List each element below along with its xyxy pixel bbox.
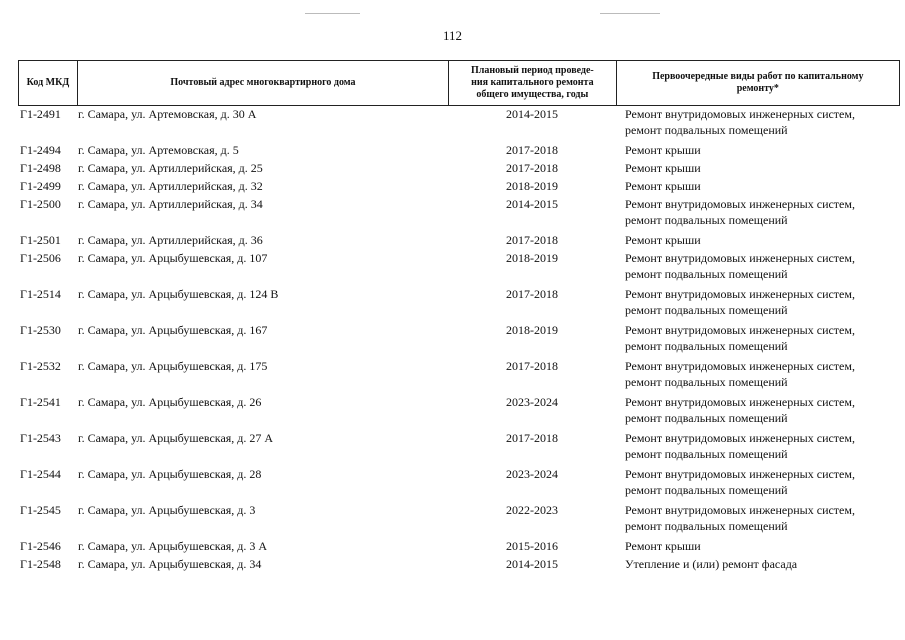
cell-code: Г1-2530 xyxy=(20,323,61,337)
cell-works: Ремонт внутридомовых инженерных систем, ремонт подвальных помещений xyxy=(625,359,855,389)
cell-works: Ремонт крыши xyxy=(625,233,701,247)
table-body xyxy=(18,106,900,572)
cell-code: Г1-2500 xyxy=(20,197,61,211)
cell-address: г. Самара, ул. Арцыбушевская, д. 167 xyxy=(78,323,268,337)
header-code: Код МКД xyxy=(26,77,70,88)
cell-period: 2023-2024 xyxy=(506,395,558,409)
cell-works: Ремонт внутридомовых инженерных систем, ремонт подвальных помещений xyxy=(625,251,855,281)
cell-address: г. Самара, ул. Арцыбушевская, д. 26 xyxy=(78,395,262,409)
repair-schedule-table xyxy=(18,60,900,574)
table-row xyxy=(18,538,900,554)
cell-period: 2014-2015 xyxy=(506,107,558,121)
table-row xyxy=(18,322,900,354)
cell-works: Ремонт внутридомовых инженерных систем, ремонт подвальных помещений xyxy=(625,107,855,137)
cell-address: г. Самара, ул. Арцыбушевская, д. 107 xyxy=(78,251,268,265)
table-row xyxy=(18,196,900,228)
scan-artifact-left xyxy=(305,13,360,14)
table-row xyxy=(18,394,900,426)
cell-address: г. Самара, ул. Арцыбушевская, д. 3 xyxy=(78,503,256,517)
cell-address: г. Самара, ул. Арцыбушевская, д. 3 А xyxy=(78,539,268,553)
page-number: 112 xyxy=(442,28,463,43)
header-works: Первоочередные виды работ по капитальному ремонту* xyxy=(616,61,899,105)
cell-works: Ремонт внутридомовых инженерных систем, ремонт подвальных помещений xyxy=(625,431,855,461)
table-row xyxy=(18,250,900,282)
cell-address: г. Самара, ул. Артемовская, д. 5 xyxy=(78,143,239,157)
cell-code: Г1-2491 xyxy=(20,107,61,121)
cell-code: Г1-2501 xyxy=(20,233,61,247)
cell-works: Ремонт внутридомовых инженерных систем, ремонт подвальных помещений xyxy=(625,287,855,317)
cell-code: Г1-2548 xyxy=(20,557,61,571)
cell-code: Г1-2498 xyxy=(20,161,61,175)
cell-period: 2017-2018 xyxy=(506,431,558,445)
cell-address: г. Самара, ул. Арцыбушевская, д. 28 xyxy=(78,467,262,481)
cell-address: г. Самара, ул. Арцыбушевская, д. 124 В xyxy=(78,287,279,301)
cell-works: Утепление и (или) ремонт фасада xyxy=(625,557,798,571)
table-row xyxy=(18,286,900,318)
cell-code: Г1-2499 xyxy=(20,179,61,193)
table-row xyxy=(18,502,900,534)
cell-period: 2017-2018 xyxy=(506,143,558,157)
table-row xyxy=(18,466,900,498)
cell-period: 2014-2015 xyxy=(506,197,558,211)
cell-works: Ремонт внутридомовых инженерных систем, ремонт подвальных помещений xyxy=(625,467,855,497)
cell-works: Ремонт крыши xyxy=(625,143,701,157)
table-row xyxy=(18,142,900,158)
cell-period: 2018-2019 xyxy=(506,179,558,193)
table-header xyxy=(18,60,900,106)
cell-period: 2015-2016 xyxy=(506,539,558,553)
cell-works: Ремонт внутридомовых инженерных систем, ремонт подвальных помещений xyxy=(625,395,855,425)
cell-code: Г1-2546 xyxy=(20,539,61,553)
cell-code: Г1-2544 xyxy=(20,467,61,481)
cell-code: Г1-2543 xyxy=(20,431,61,445)
cell-period: 2017-2018 xyxy=(506,359,558,373)
cell-code: Г1-2506 xyxy=(20,251,61,265)
table-row xyxy=(18,106,900,138)
cell-works: Ремонт внутридомовых инженерных систем, ремонт подвальных помещений xyxy=(625,503,855,533)
cell-code: Г1-2545 xyxy=(20,503,61,517)
cell-address: г. Самара, ул. Артиллерийская, д. 25 xyxy=(78,161,263,175)
cell-period: 2014-2015 xyxy=(506,557,558,571)
table-row xyxy=(18,178,900,194)
cell-works: Ремонт крыши xyxy=(625,161,701,175)
cell-code: Г1-2541 xyxy=(20,395,61,409)
cell-address: г. Самара, ул. Артиллерийская, д. 36 xyxy=(78,233,263,247)
cell-period: 2018-2019 xyxy=(506,323,558,337)
cell-period: 2017-2018 xyxy=(506,233,558,247)
cell-address: г. Самара, ул. Арцыбушевская, д. 175 xyxy=(78,359,268,373)
scan-artifact-right xyxy=(600,13,660,14)
cell-works: Ремонт внутридомовых инженерных систем, ремонт подвальных помещений xyxy=(625,197,855,227)
cell-address: г. Самара, ул. Артиллерийская, д. 34 xyxy=(78,197,263,211)
table-row xyxy=(18,160,900,176)
header-period: Плановый период проведе- ния капитального ремонта общего имущества, годы xyxy=(448,61,616,105)
cell-address: г. Самара, ул. Артиллерийская, д. 32 xyxy=(78,179,263,193)
cell-works: Ремонт крыши xyxy=(625,179,701,193)
cell-works: Ремонт крыши xyxy=(625,539,701,553)
cell-period: 2017-2018 xyxy=(506,161,558,175)
cell-code: Г1-2532 xyxy=(20,359,61,373)
cell-code: Г1-2514 xyxy=(20,287,61,301)
cell-period: 2022-2023 xyxy=(506,503,558,517)
cell-works: Ремонт внутридомовых инженерных систем, ремонт подвальных помещений xyxy=(625,323,855,353)
cell-period: 2023-2024 xyxy=(506,467,558,481)
cell-address: г. Самара, ул. Арцыбушевская, д. 27 А xyxy=(78,431,274,445)
cell-period: 2017-2018 xyxy=(506,287,558,301)
cell-address: г. Самара, ул. Артемовская, д. 30 А xyxy=(78,107,257,121)
cell-code: Г1-2494 xyxy=(20,143,61,157)
cell-period: 2018-2019 xyxy=(506,251,558,265)
header-address: Почтовый адрес многоквартирного дома xyxy=(77,61,448,105)
table-row xyxy=(18,232,900,248)
table-row xyxy=(18,358,900,390)
table-row xyxy=(18,556,900,572)
cell-address: г. Самара, ул. Арцыбушевская, д. 34 xyxy=(78,557,262,571)
table-row xyxy=(18,430,900,462)
